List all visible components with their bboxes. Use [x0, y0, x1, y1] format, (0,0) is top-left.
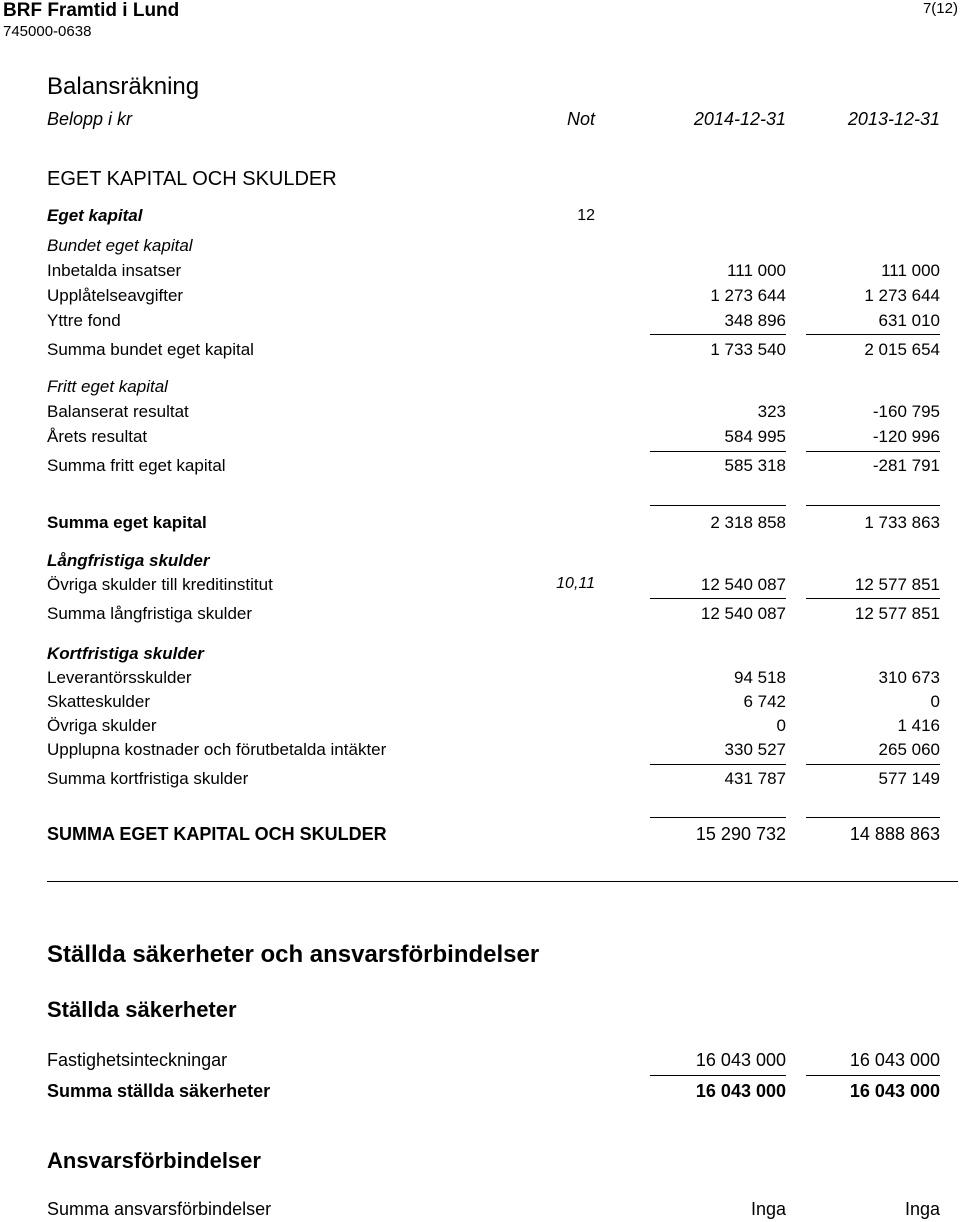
row-value-previous: 631 010: [878, 311, 940, 330]
pledged-sum-previous: 16 043 000: [849, 1081, 940, 1101]
row-value-current: 12 540 087: [700, 575, 786, 594]
document-title: Balansräkning: [47, 73, 200, 100]
total-rule: [806, 505, 940, 506]
sum-value-previous: 577 149: [878, 769, 940, 788]
row-value-current: 16 043 000: [695, 1050, 786, 1070]
row-label: Upplupna kostnader och förutbetalda intäkter: [47, 740, 387, 759]
row-value-current: 323: [757, 402, 786, 421]
row-value-previous: 265 060: [878, 740, 940, 759]
fritt-heading: Fritt eget kapital: [47, 377, 168, 396]
contingent-sum-previous: Inga: [904, 1199, 940, 1219]
row-label: Övriga skulder: [47, 716, 157, 735]
column-header-current: 2014-12-31: [693, 109, 786, 129]
row-label: Årets resultat: [47, 427, 148, 446]
contingent-sum-label: Summa ansvarsförbindelser: [47, 1199, 272, 1219]
sum-rule: [650, 451, 786, 452]
kortfristiga-heading: Kortfristiga skulder: [47, 644, 204, 663]
summa-eget-kapital-current: 2 318 858: [710, 513, 786, 532]
row-label: Övriga skulder till kreditinstitut: [47, 575, 273, 594]
pledged-title: Ställda säkerheter och ansvarsförbindelser: [47, 941, 540, 968]
contingent-title: Ansvarsförbindelser: [47, 1148, 261, 1173]
sum-label: Summa fritt eget kapital: [47, 456, 226, 475]
sum-value-current: 431 787: [724, 769, 786, 788]
sum-rule: [650, 764, 786, 765]
eget-kapital-note: 12: [577, 207, 595, 224]
summa-eget-kapital-label: Summa eget kapital: [47, 513, 207, 532]
sum-rule: [650, 334, 786, 335]
row-value-current: 330 527: [724, 740, 786, 759]
row-label: Balanserat resultat: [47, 402, 189, 421]
sum-rule: [650, 1075, 786, 1076]
pledged-sum-label: Summa ställda säkerheter: [47, 1081, 271, 1101]
row-value-current: 94 518: [734, 668, 786, 687]
langfristiga-heading: Långfristiga skulder: [47, 551, 210, 570]
column-header-previous: 2013-12-31: [847, 109, 940, 129]
column-header-label: Belopp i kr: [47, 109, 133, 129]
row-value-previous: 1 273 644: [864, 286, 940, 305]
sum-label: Summa kortfristiga skulder: [47, 769, 249, 788]
sum-label: Summa långfristiga skulder: [47, 604, 253, 623]
row-value-previous: 0: [930, 692, 940, 711]
grand-total-label: SUMMA EGET KAPITAL OCH SKULDER: [47, 824, 387, 844]
grand-total-previous: 14 888 863: [849, 824, 940, 844]
row-value-previous: 1 416: [897, 716, 940, 735]
bundet-heading: Bundet eget kapital: [47, 236, 193, 255]
sum-value-current: 12 540 087: [700, 604, 786, 623]
sum-rule: [650, 598, 786, 599]
contingent-sum-current: Inga: [750, 1199, 786, 1219]
sum-rule: [806, 334, 940, 335]
sum-value-previous: -281 791: [872, 456, 940, 475]
summa-eget-kapital-previous: 1 733 863: [864, 513, 940, 532]
row-value-current: 111 000: [727, 261, 786, 280]
total-rule: [650, 817, 786, 818]
company-name: BRF Framtid i Lund: [3, 0, 180, 21]
row-value-current: 0: [776, 716, 786, 735]
row-value-previous: 111 000: [881, 261, 940, 280]
row-value-previous: -120 996: [872, 427, 940, 446]
row-value-current: 6 742: [743, 692, 786, 711]
row-note: 10,11: [556, 575, 595, 592]
row-value-current: 584 995: [724, 427, 786, 446]
sum-value-current: 585 318: [724, 456, 786, 475]
pledged-subtitle: Ställda säkerheter: [47, 997, 237, 1022]
page-number: 7(12): [922, 0, 958, 17]
sum-value-previous: 2 015 654: [864, 340, 940, 359]
total-rule: [650, 505, 786, 506]
grand-total-current: 15 290 732: [695, 824, 786, 844]
row-value-current: 348 896: [724, 311, 786, 330]
row-label: Leverantörsskulder: [47, 668, 192, 687]
sum-rule: [806, 451, 940, 452]
row-label: Fastighetsinteckningar: [47, 1050, 228, 1070]
row-value-current: 1 273 644: [710, 286, 786, 305]
row-label: Skatteskulder: [47, 692, 150, 711]
section-divider: [47, 881, 958, 882]
row-value-previous: 16 043 000: [849, 1050, 940, 1070]
sum-rule: [806, 1075, 940, 1076]
sum-value-previous: 12 577 851: [854, 604, 940, 623]
sum-rule: [806, 598, 940, 599]
total-rule: [806, 817, 940, 818]
row-value-previous: 310 673: [878, 668, 940, 687]
column-header-note: Not: [566, 109, 595, 129]
org-number: 745000-0638: [3, 23, 92, 40]
sum-value-current: 1 733 540: [710, 340, 786, 359]
eget-kapital-heading: Eget kapital: [47, 206, 143, 225]
section-title: EGET KAPITAL OCH SKULDER: [47, 168, 337, 190]
sum-rule: [806, 764, 940, 765]
sum-label: Summa bundet eget kapital: [47, 340, 254, 359]
row-value-previous: 12 577 851: [854, 575, 940, 594]
pledged-sum-current: 16 043 000: [695, 1081, 786, 1101]
row-label: Inbetalda insatser: [47, 261, 182, 280]
row-label: Yttre fond: [47, 311, 121, 330]
row-value-previous: -160 795: [872, 402, 940, 421]
row-label: Upplåtelseavgifter: [47, 286, 184, 305]
